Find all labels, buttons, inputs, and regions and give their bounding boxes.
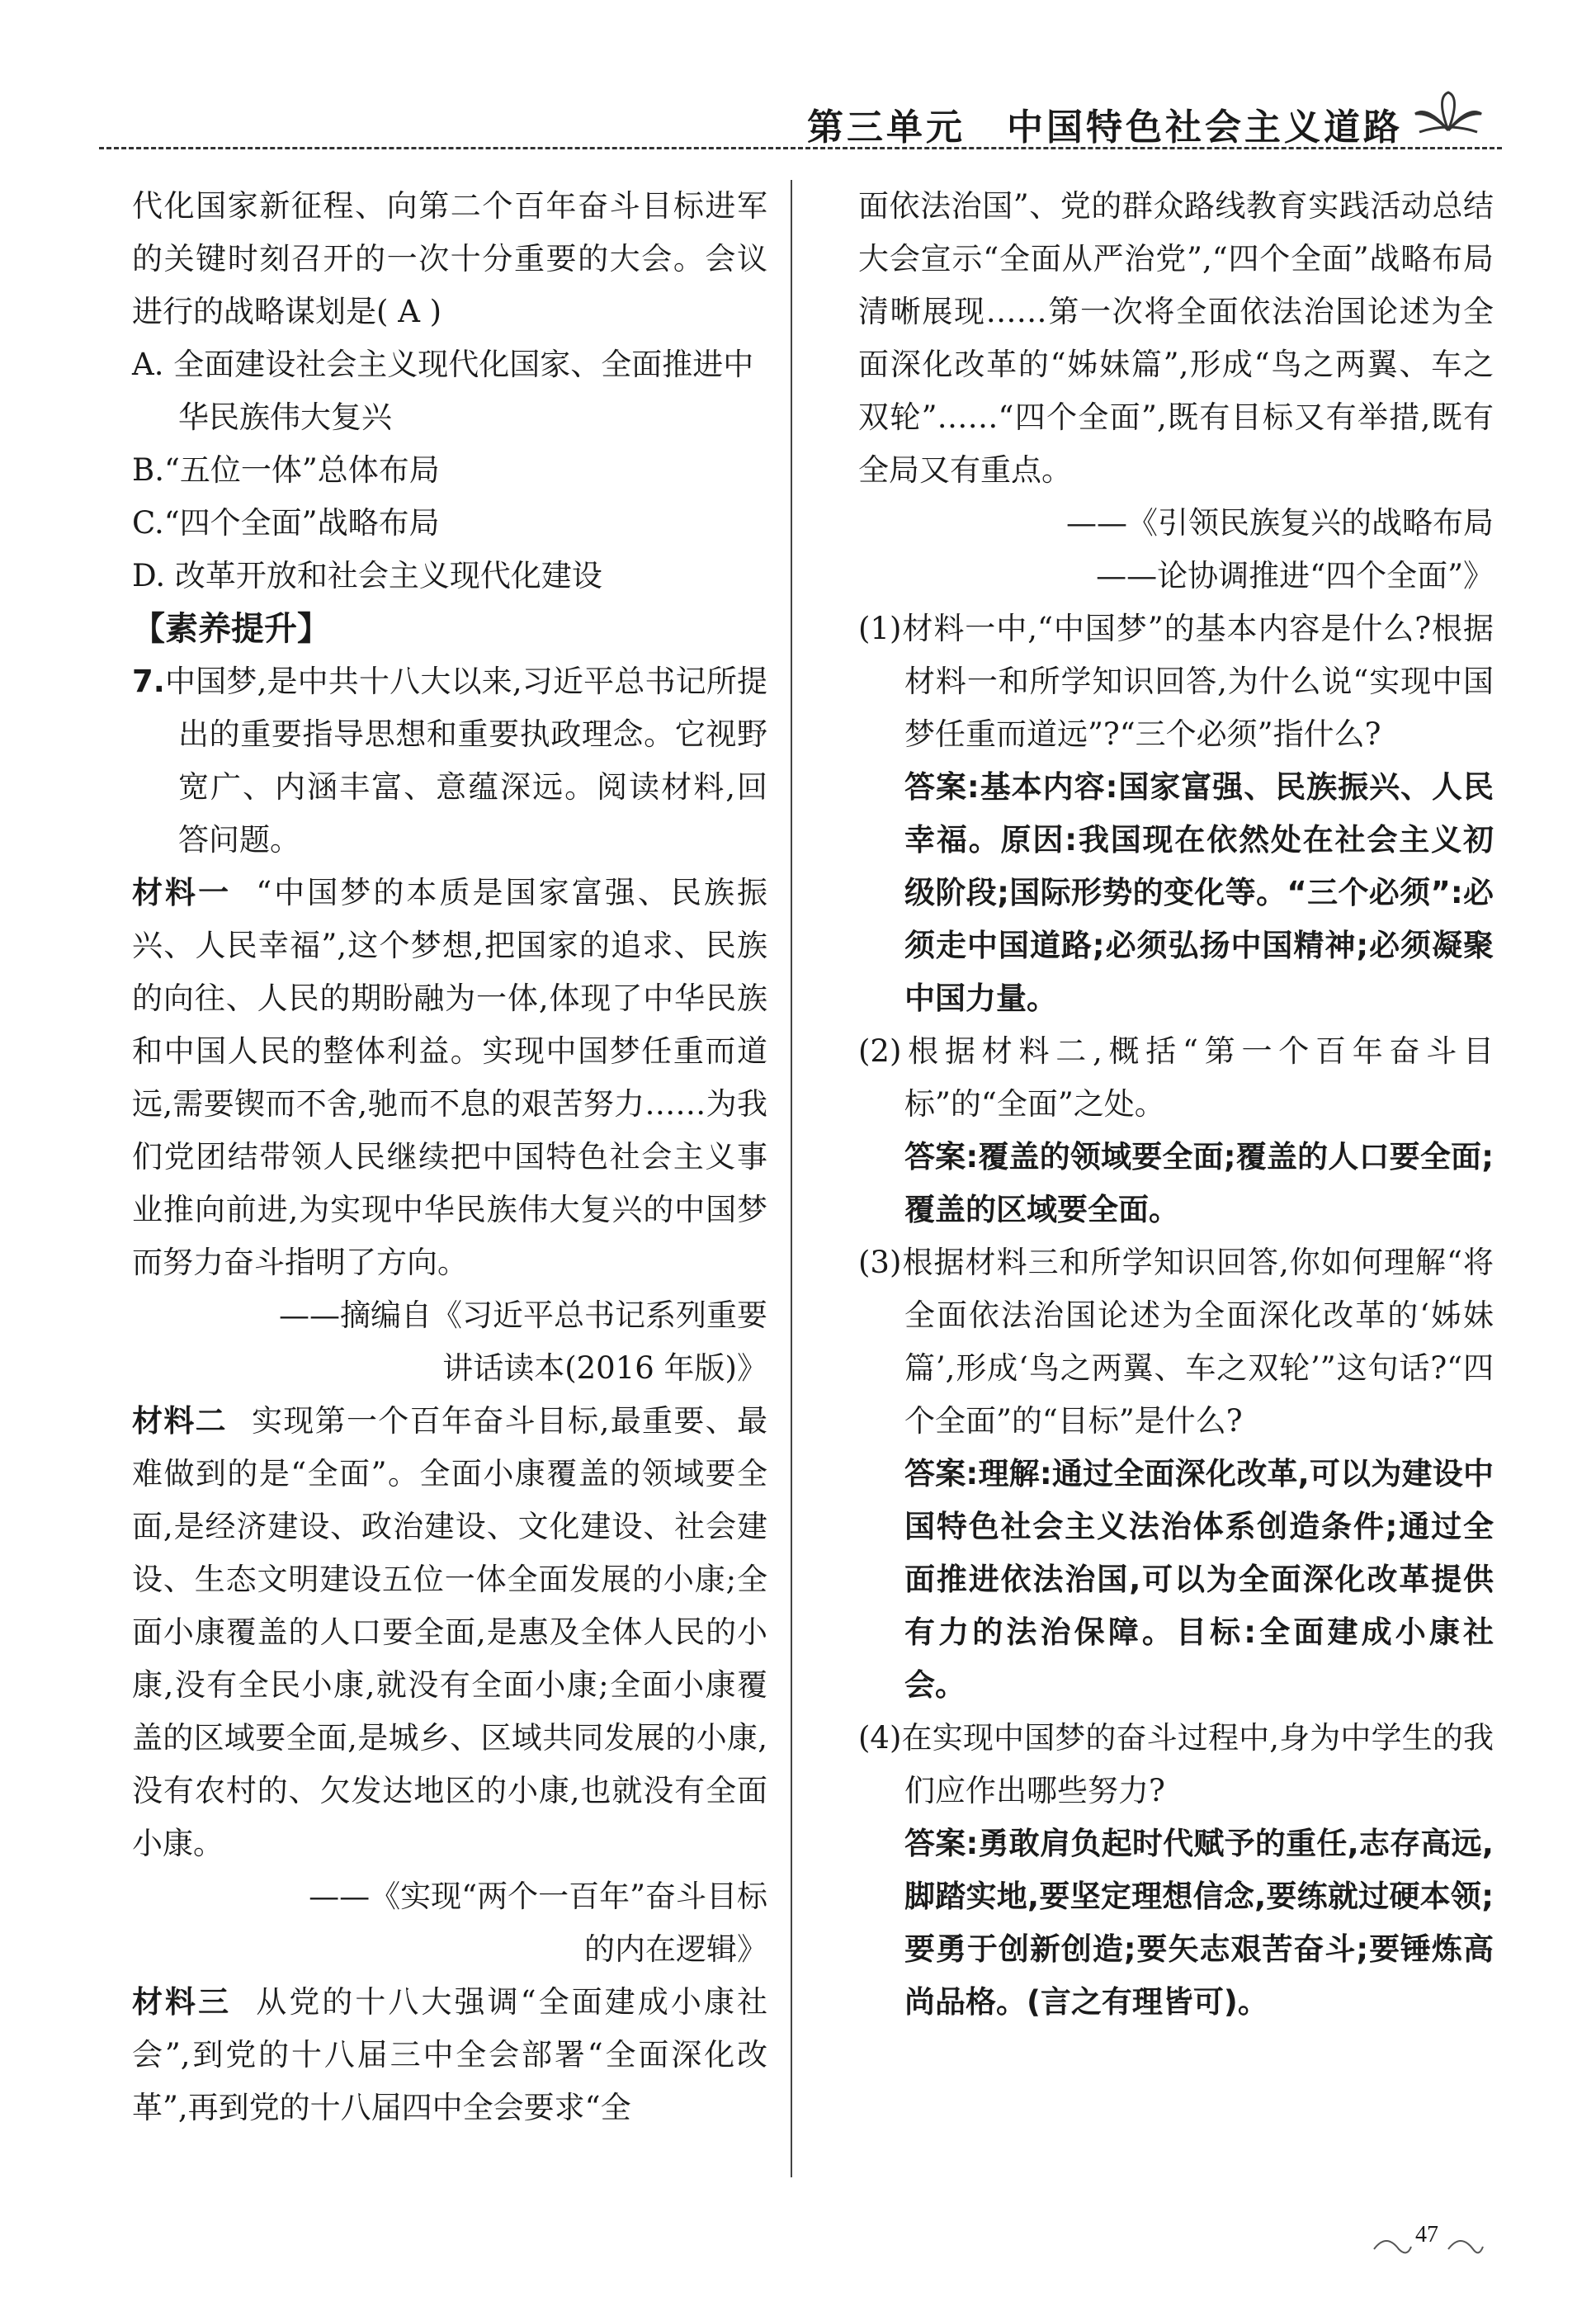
material-2-source-line-1: ——《实现“两个一百年”奋斗目标 [309,1879,767,1914]
material-2-source-line-2: 的内在逻辑》 [584,1931,767,1967]
answer-2: 答案:覆盖的领域要全面;覆盖的人口要全面;覆盖的区域要全面。 [904,1139,1494,1227]
question-6-option-a: A. 全面建设社会主义现代化国家、全面推进中华民族伟大复兴 [132,347,754,435]
leaf-ornament-icon [1411,89,1485,139]
question-6-option-b: B.“五位一体”总体布局 [132,452,440,488]
question-7-stem [132,655,767,867]
sub-question-3: (3)根据材料三和所学知识回答,你如何理解“将全面依法治国论述为全面深化改革的‘姊妹篇’,形成‘鸟之两翼、车之双轮’”这句话?“四个全面”的“目标”是什么? [858,1245,1494,1439]
material-1-label: 材料一 [132,875,232,910]
answer-1: 答案:基本内容:国家富强、民族振兴、人民幸福。原因:我国现在依然处在社会主义初级阶段;国际形势的变化等。“三个必须”:必须走中国道路;必须弘扬中国精神;必须凝聚中国力量。 [904,769,1494,1016]
right-column [858,180,1494,2029]
question-6-option-d: D. 改革开放和社会主义现代化建设 [132,558,602,593]
unit-label: 第三单元 [807,106,966,149]
question-7-number: 7. [132,664,165,699]
section-heading: 【素养提升】 [132,610,330,648]
material-3-label: 材料三 [132,1984,232,2020]
sub-question-1: (1)材料一中,“中国梦”的基本内容是什么?根据材料一和所学知识回答,为什么说“实现中国梦任重而道远”?“三个必须”指什么? [858,611,1494,752]
unit-title [807,97,1403,150]
header-dashed-rule [99,147,1502,149]
material-3 [132,1976,767,2134]
material-1-source-line-2: 讲话读本(2016 年版)》 [442,1350,767,1386]
material-3-text: 从党的十八大强调“全面建成小康社会”,到党的十八届三中全会部署“全面深化改革”,再到党的十八届四中全会要求“全 [132,1984,768,2125]
material-1 [132,867,767,1289]
question-7-text: 中国梦,是中共十八大以来,习近平总书记所提出的重要指导思想和重要执政理念。它视野宽广、内涵丰富、意蕴深远。阅读材料,回答问题。 [164,664,767,858]
unit-name: 中国特色社会主义道路 [1007,106,1403,149]
material-3-continued: 面依法治国”、党的群众路线教育实践活动总结大会宣示“全面从严治党”,“四个全面”战略布局清晰展现……第一次将全面依法治国论述为全面深化改革的“姊妹篇”,形成“鸟之两翼、车之双轮”……“四个全面”,既有目标又有举措,既有全局又有重点。 [858,188,1494,488]
page-header [99,83,1502,149]
sub-question-2: (2)根据材料二,概括“第一个百年奋斗目标”的“全面”之处。 [858,1033,1494,1122]
question-6-option-c: C.“四个全面”战略布局 [132,505,440,541]
material-2-label: 材料二 [132,1403,227,1439]
material-2-text: 实现第一个百年奋斗目标,最重要、最难做到的是“全面”。全面小康覆盖的领域要全面,是经济建设、政治建设、文化建设、社会建设、生态文明建设五位一体全面发展的小康;全面小康覆盖的人口要全面,是惠及全体人民的小康,没有全民小康,就没有全面小康;全面小康覆盖的区域要全面,是城乡、区域共同发展的小康,没有农村的、欠发达地区的小康,也就没有全面小康。 [132,1403,767,1861]
left-column [132,180,767,2134]
material-3-source-line-1: ——《引领民族复兴的战略布局 [1066,505,1494,541]
sub-question-4: (4)在实现中国梦的奋斗过程中,身为中学生的我们应作出哪些努力? [858,1720,1494,1808]
answer-3: 答案:理解:通过全面深化改革,可以为建设中国特色社会主义法治体系创造条件;通过全面推进依法治国,可以为全面深化改革提供有力的法治保障。目标:全面建成小康社会。 [904,1456,1494,1703]
material-2 [132,1395,767,1870]
material-1-source-line-1: ——摘编自《习近平总书记系列重要 [279,1297,767,1333]
material-1-text: “中国梦的本质是国家富强、民族振兴、人民幸福”,这个梦想,把国家的追求、民族的向往、人民的期盼融为一体,体现了中华民族和中国人民的整体利益。实现中国梦任重而道远,需要锲而不舍,驰而不息的艰苦努力……为我们党团结带领人民继续把中国特色社会主义事业推向前进,为实现中华民族伟大复兴的中国梦而努力奋斗指明了方向。 [132,875,768,1280]
column-divider [791,180,792,2177]
answer-4: 答案:勇敢肩负起时代赋予的重任,志存高远,脚踏实地,要坚定理想信念,要练就过硬本领;要勇于创新创造;要矢志艰苦奋斗;要锤炼高尚品格。(言之有理皆可)。 [904,1826,1494,2020]
material-3-source-line-2: ——论协调推进“四个全面”》 [1096,558,1494,593]
page-number: 47 [1415,2222,1438,2247]
question-6-stem: 代化国家新征程、向第二个百年奋斗目标进军的关键时刻召开的一次十分重要的大会。会议进行的战略谋划是( A ) [132,188,767,329]
